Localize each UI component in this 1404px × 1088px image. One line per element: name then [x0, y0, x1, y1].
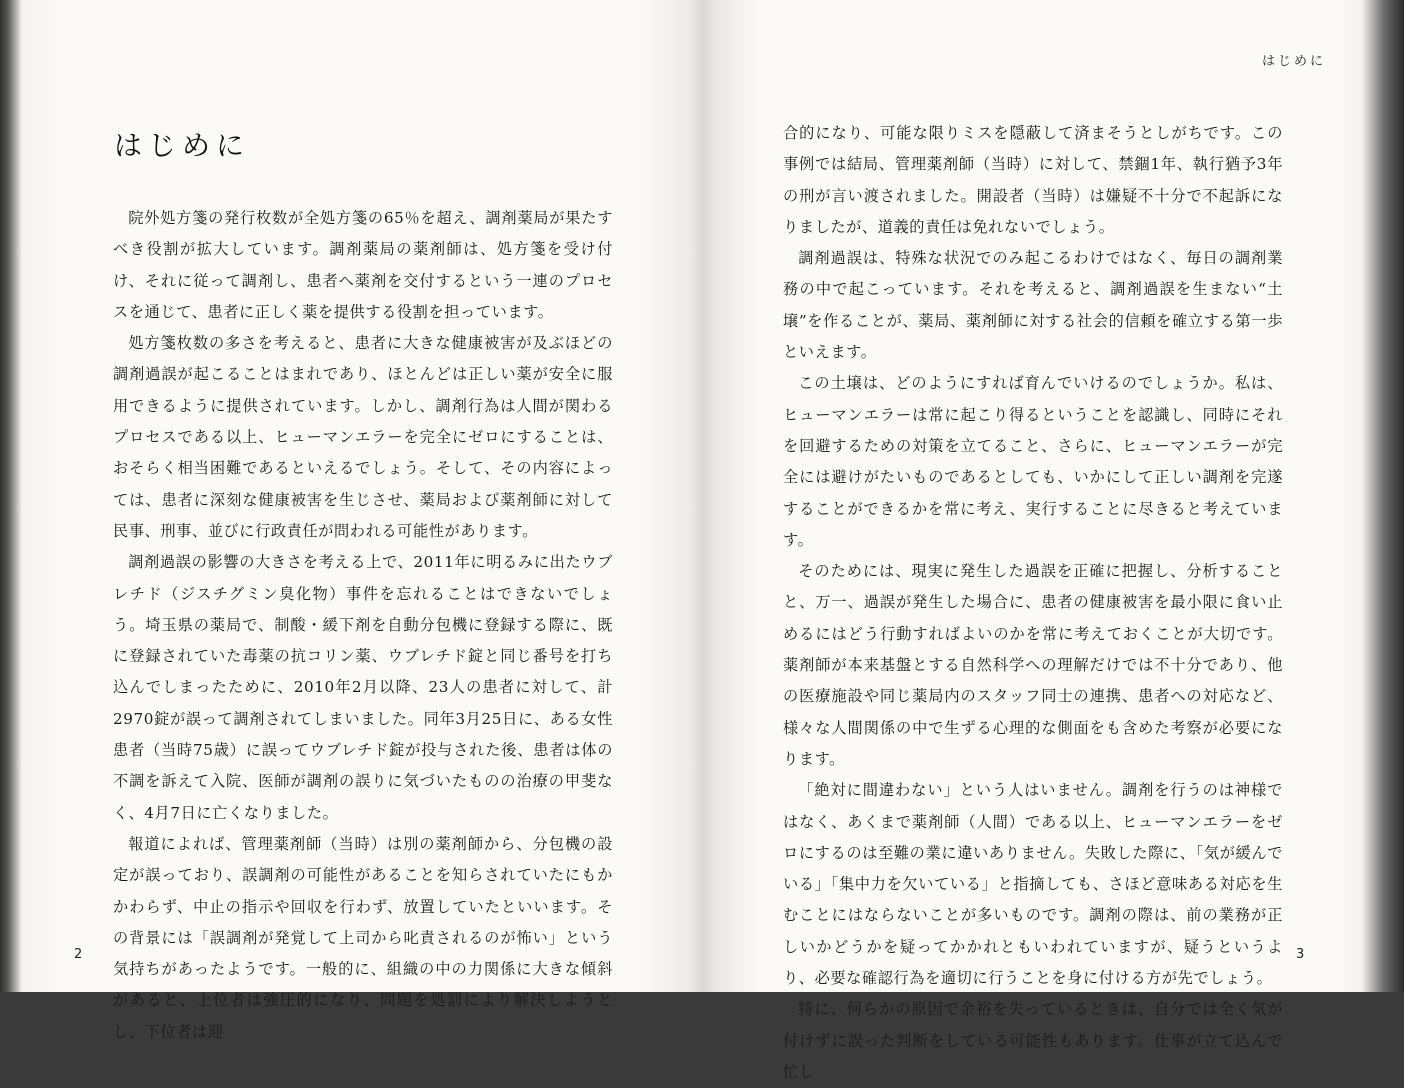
paragraph: 調剤過誤は、特殊な状況でのみ起こるわけではなく、毎日の調剤業務の中で起こっています。それを考えると、調剤過誤を生まない“土壌”を作ることが、薬局、薬剤師に対する社会的信頼を確立する第一歩といえます。: [783, 249, 1283, 362]
chapter-title: はじめに: [114, 129, 251, 162]
right-body-text: [783, 118, 1283, 1088]
paragraph: 院外処方箋の発行枚数が全処方箋の65％を超え、調剤薬局が果たすべき役割が拡大しています。調剤薬局の薬剤師は、処方箋を受け付け、それに従って調剤し、患者へ薬剤を交付するという一連のプロセスを通じて、患者に正しく薬を提供する役割を担っています。: [113, 209, 613, 321]
paragraph: 処方箋枚数の多さを考えると、患者に大きな健康被害が及ぶほどの調剤過誤が起こることはまれであり、ほとんどは正しい薬が安全に服用できるように提供されています。しかし、調剤行為は人間が関わるプロセスである以上、ヒューマンエラーを完全にゼロにすることは、おそらく相当困難であるといえるでしょう。そして、その内容によっては、患者に深刻な健康被害を生じさせ、薬局および薬剤師に対して民事、刑事、並びに行政責任が問われる可能性があります。: [113, 334, 613, 540]
paragraph: 合的になり、可能な限りミスを隠蔽して済まそうとしがちです。この事例では結局、管理薬剤師（当時）に対して、禁錮1年、執行猶予3年の刑が言い渡されました。開設者（当時）は嫌疑不十分で不起訴になりましたが、道義的責任は免れないでしょう。: [783, 124, 1283, 236]
paragraph: 「絶対に間違わない」という人はいません。調剤を行うのは神様ではなく、あくまで薬剤師（人間）である以上、ヒューマンエラーをゼロにするのは至難の業に違いありません。失敗した際に、「気が緩んでいる」「集中力を欠いている」と指摘しても、さほど意味ある対応を生むことにはならないことが多いものです。調剤の際は、前の業務が正しいかどうかを疑ってかかれともいわれていますが、疑うというより、必要な確認行為を適切に行うことを身に付ける方が先でしょう。: [783, 781, 1283, 988]
paragraph: 報道によれば、管理薬剤師（当時）は別の薬剤師から、分包機の設定が誤っており、誤調剤の可能性があることを知らされていたにもかかわらず、中止の指示や回収を行わず、放置していたといいます。その背景には「誤調剤が発覚して上司から叱責されるのが怖い」という気持ちがあったようです。一般的に、組織の中の力関係に大きな傾斜があると、上位者は強圧的になり、問題を処罰により解決しようとし、下位者は迎: [113, 834, 613, 1041]
right-page: [704, 0, 1384, 1081]
page-number: 3: [1296, 947, 1305, 962]
paragraph: この土壌は、どのようにすれば育んでいけるのでしょうか。私は、ヒューマンエラーは常に起こり得るということを認識し、同時にそれを回避するための対策を立てること、さらに、ヒューマンエラーが完全には避けがたいものであるとしても、いかにして正しい調剤を完遂することができるかを常に考え、実行することに尽きると考えています。: [783, 374, 1283, 549]
running-header: はじめに: [1261, 54, 1326, 69]
paragraph: 調剤過誤の影響の大きさを考える上で、2011年に明るみに出たウブレチド（ジスチグミン臭化物）事件を忘れることはできないでしょう。埼玉県の薬局で、制酸・緩下剤を自動分包機に登録する際に、既に登録されていた毒薬の抗コリン薬、ウブレチド錠と同じ番号を打ち込んでしまったために、2010年2月以降、23人の患者に対して、計2970錠が誤って調剤されてしまいました。同年3月25日に、ある女性患者（当時75歳）に誤ってウブレチド錠が投与された後、患者は体の不調を訴えて入院、医師が調剤の誤りに気づいたものの治療の甲斐なく、4月7日に亡くなりました。: [113, 553, 613, 822]
left-page: [22, 0, 702, 1041]
left-body-text: [113, 203, 613, 1048]
paragraph: 特に、何らかの原因で余裕を失っているときは、自分では全く気が付けずに誤った判断をしている可能性もあります。仕事が立て込んで忙し: [783, 1000, 1283, 1081]
page-number: 2: [74, 947, 83, 962]
paragraph: そのためには、現実に発生した過誤を正確に把握し、分析することと、万一、過誤が発生した場合に、患者の健康被害を最小限に食い止めるにはどう行動すればよいのかを常に考えておくことが大切です。薬剤師が本来基盤とする自然科学への理解だけでは不十分であり、他の医療施設や同じ薬局内のスタッフ同士の連携、患者への対応など、様々な人間関係の中で生ずる心理的な側面をも含めた考察が必要になります。: [783, 562, 1283, 768]
